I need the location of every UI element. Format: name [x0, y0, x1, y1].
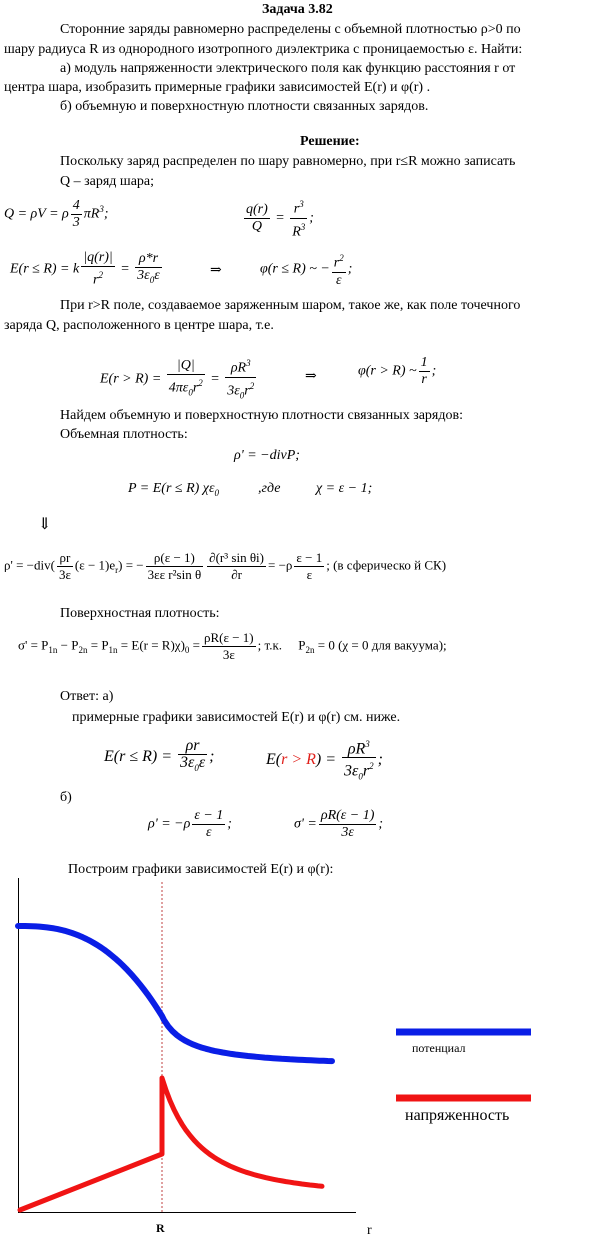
- equation-bound-volume: ρ' = −div( $\frac{\rho r}{3\varepsilon}$ $(\varepsilon - 1)e_r$) = − $\frac{\rho(\varepsilon - 1)}{\text{3εε r²sin θ}}$ $\frac{\text{∂(r³ sin θi)}}{\partial r}$ = −ρ $\frac{\varepsilon - 1}{\varepsilon}$ ; (в сферическо й СК): [4, 550, 447, 582]
- equation-field-inside: E(r ≤ R) = k $\frac{|q(r)|}{r^2}$ = $\frac{\rho*r}{3\varepsilon_0\varepsilon}$: [10, 250, 160, 288]
- x-tick-r: R: [156, 1221, 165, 1235]
- solution-p1-line-2: Q – заряд шара;: [60, 174, 155, 189]
- answer-label-a: Ответ: а): [60, 689, 114, 704]
- answer-label-b: б): [60, 790, 72, 805]
- answer-text-a: примерные графики зависимостей E(r) и φ(r) см. ниже.: [72, 710, 401, 725]
- implies-arrow-1: ⇒: [210, 263, 222, 278]
- item-b: б) объемную и поверхностную плотности связанных зарядов.: [60, 99, 429, 114]
- implies-down-arrow: ⇓: [38, 516, 52, 533]
- equation-bound-volume-def: ρ' = −divP;: [234, 448, 300, 463]
- equation-polarization: P = E(r ≤ R) $\chi\varepsilon_0$: [128, 481, 219, 498]
- statement-line-1: Сторонние заряды равномерно распределены с объемной плотностью ρ>0 по: [60, 22, 521, 37]
- solution-p4: Объемная плотность:: [60, 427, 188, 442]
- answer-field-outside: E(r > R) = $\frac{\rho R^3}{3\varepsilon_0r^2}$ ;: [266, 736, 383, 785]
- equation-bound-surface: $\sigma' = P_{1n} - P_{2n} = P_{1n} = E(r = R)\chi)_0$ = $\frac{\rho R(\varepsilon - 1)}{3\varepsilon}$ ; т.к. $P_{2n} = 0$ (χ = 0 для вакуума);: [18, 630, 447, 662]
- answer-bound-surface: σ' = $\frac{\rho R(\varepsilon - 1)}{3\varepsilon}$ ;: [294, 808, 384, 840]
- equation-where: ,где: [258, 481, 281, 496]
- equation-susceptibility: χ = ε − 1;: [316, 481, 373, 496]
- solution-heading: Решение:: [300, 134, 360, 149]
- graph-caption: Построим графики зависимостей E(r) и φ(r):: [68, 862, 334, 877]
- solution-p3: Найдем объемную и поверхностную плотности связанных зарядов:: [60, 408, 463, 423]
- potential-curve: [18, 926, 332, 1061]
- x-axis-label: r: [367, 1223, 372, 1238]
- equation-ratio: $\frac{q(r)}{Q}$ = $\frac{r^3}{R^3}$ ;: [242, 196, 314, 240]
- answer-bound-volume: ρ' = −ρ $\frac{\varepsilon - 1}{\varepsilon}$ ;: [148, 808, 232, 840]
- problem-title: Задача 3.82: [262, 2, 333, 17]
- solution-p5: Поверхностная плотность:: [60, 606, 220, 621]
- graph: [0, 872, 609, 1244]
- field-curve: [20, 1078, 322, 1210]
- answer-field-inside: E(r ≤ R) = $\frac{\rho r}{3\varepsilon_0\varepsilon}$ ;: [104, 737, 215, 774]
- legend-potential-label: потенциал: [412, 1041, 466, 1055]
- equation-field-outside: E(r > R) = $\frac{|Q|}{4\pi\varepsilon_0r^2}$ = $\frac{\rho R^3}{3\varepsilon_0r^2}$: [100, 355, 258, 403]
- item-a-line-2: центра шара, изобразить примерные графики зависимостей E(r) и φ(r) .: [4, 80, 431, 95]
- solution-p1-line-1: Поскольку заряд распределен по шару равномерно, при r≤R можно записать: [60, 154, 516, 169]
- statement-line-2: шару радиуса R из однородного изотропного диэлектрика с проницаемостью ε. Найти:: [4, 42, 523, 57]
- implies-arrow-2: ⇒: [305, 369, 317, 384]
- solution-p2-line-1: При r>R поле, создаваемое заряженным шаром, такое же, как поле точечного: [60, 298, 521, 313]
- item-a-line-1: а) модуль напряженности электрического поля как функцию расстояния r от: [60, 61, 516, 76]
- equation-potential-outside: φ(r > R) ~ $\frac{1}{r}$ ;: [358, 355, 437, 387]
- legend-field-label: напряженность: [405, 1107, 510, 1124]
- equation-charge: Q = ρV = ρ $\frac{4}{3}$ $\pi R^3$;: [4, 198, 109, 230]
- solution-p2-line-2: заряда Q, расположенного в центре шара, т.е.: [4, 318, 274, 333]
- equation-potential-inside: φ(r ≤ R) ~ − $\frac{r^2}{\varepsilon}$ ;: [260, 250, 352, 289]
